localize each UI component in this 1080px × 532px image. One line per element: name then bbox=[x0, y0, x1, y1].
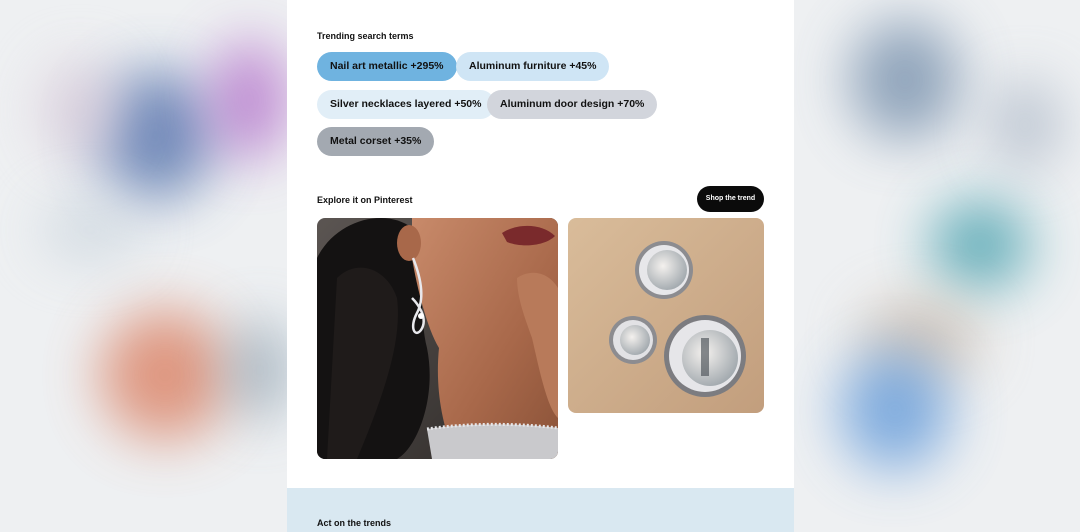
act-on-trends-section bbox=[287, 488, 794, 532]
pill-aluminum-furniture[interactable]: Aluminum furniture +45% bbox=[456, 52, 609, 81]
pill-aluminum-door-design[interactable]: Aluminum door design +70% bbox=[487, 90, 657, 119]
woman-with-silver-earring-photo[interactable] bbox=[317, 218, 558, 459]
pill-metal-corset[interactable]: Metal corset +35% bbox=[317, 127, 434, 156]
trend-report-panel bbox=[287, 0, 794, 532]
shop-the-trend-button[interactable]: Shop the trend bbox=[697, 186, 764, 212]
act-on-the-trends-heading: Act on the trends bbox=[317, 518, 392, 528]
trending-search-terms-heading: Trending search terms bbox=[317, 31, 414, 41]
round-metal-mirrors-photo[interactable] bbox=[568, 218, 764, 413]
explore-on-pinterest-heading: Explore it on Pinterest bbox=[317, 195, 413, 205]
pill-silver-necklaces-layered[interactable]: Silver necklaces layered +50% bbox=[317, 90, 495, 119]
pill-nail-art-metallic[interactable]: Nail art metallic +295% bbox=[317, 52, 457, 81]
